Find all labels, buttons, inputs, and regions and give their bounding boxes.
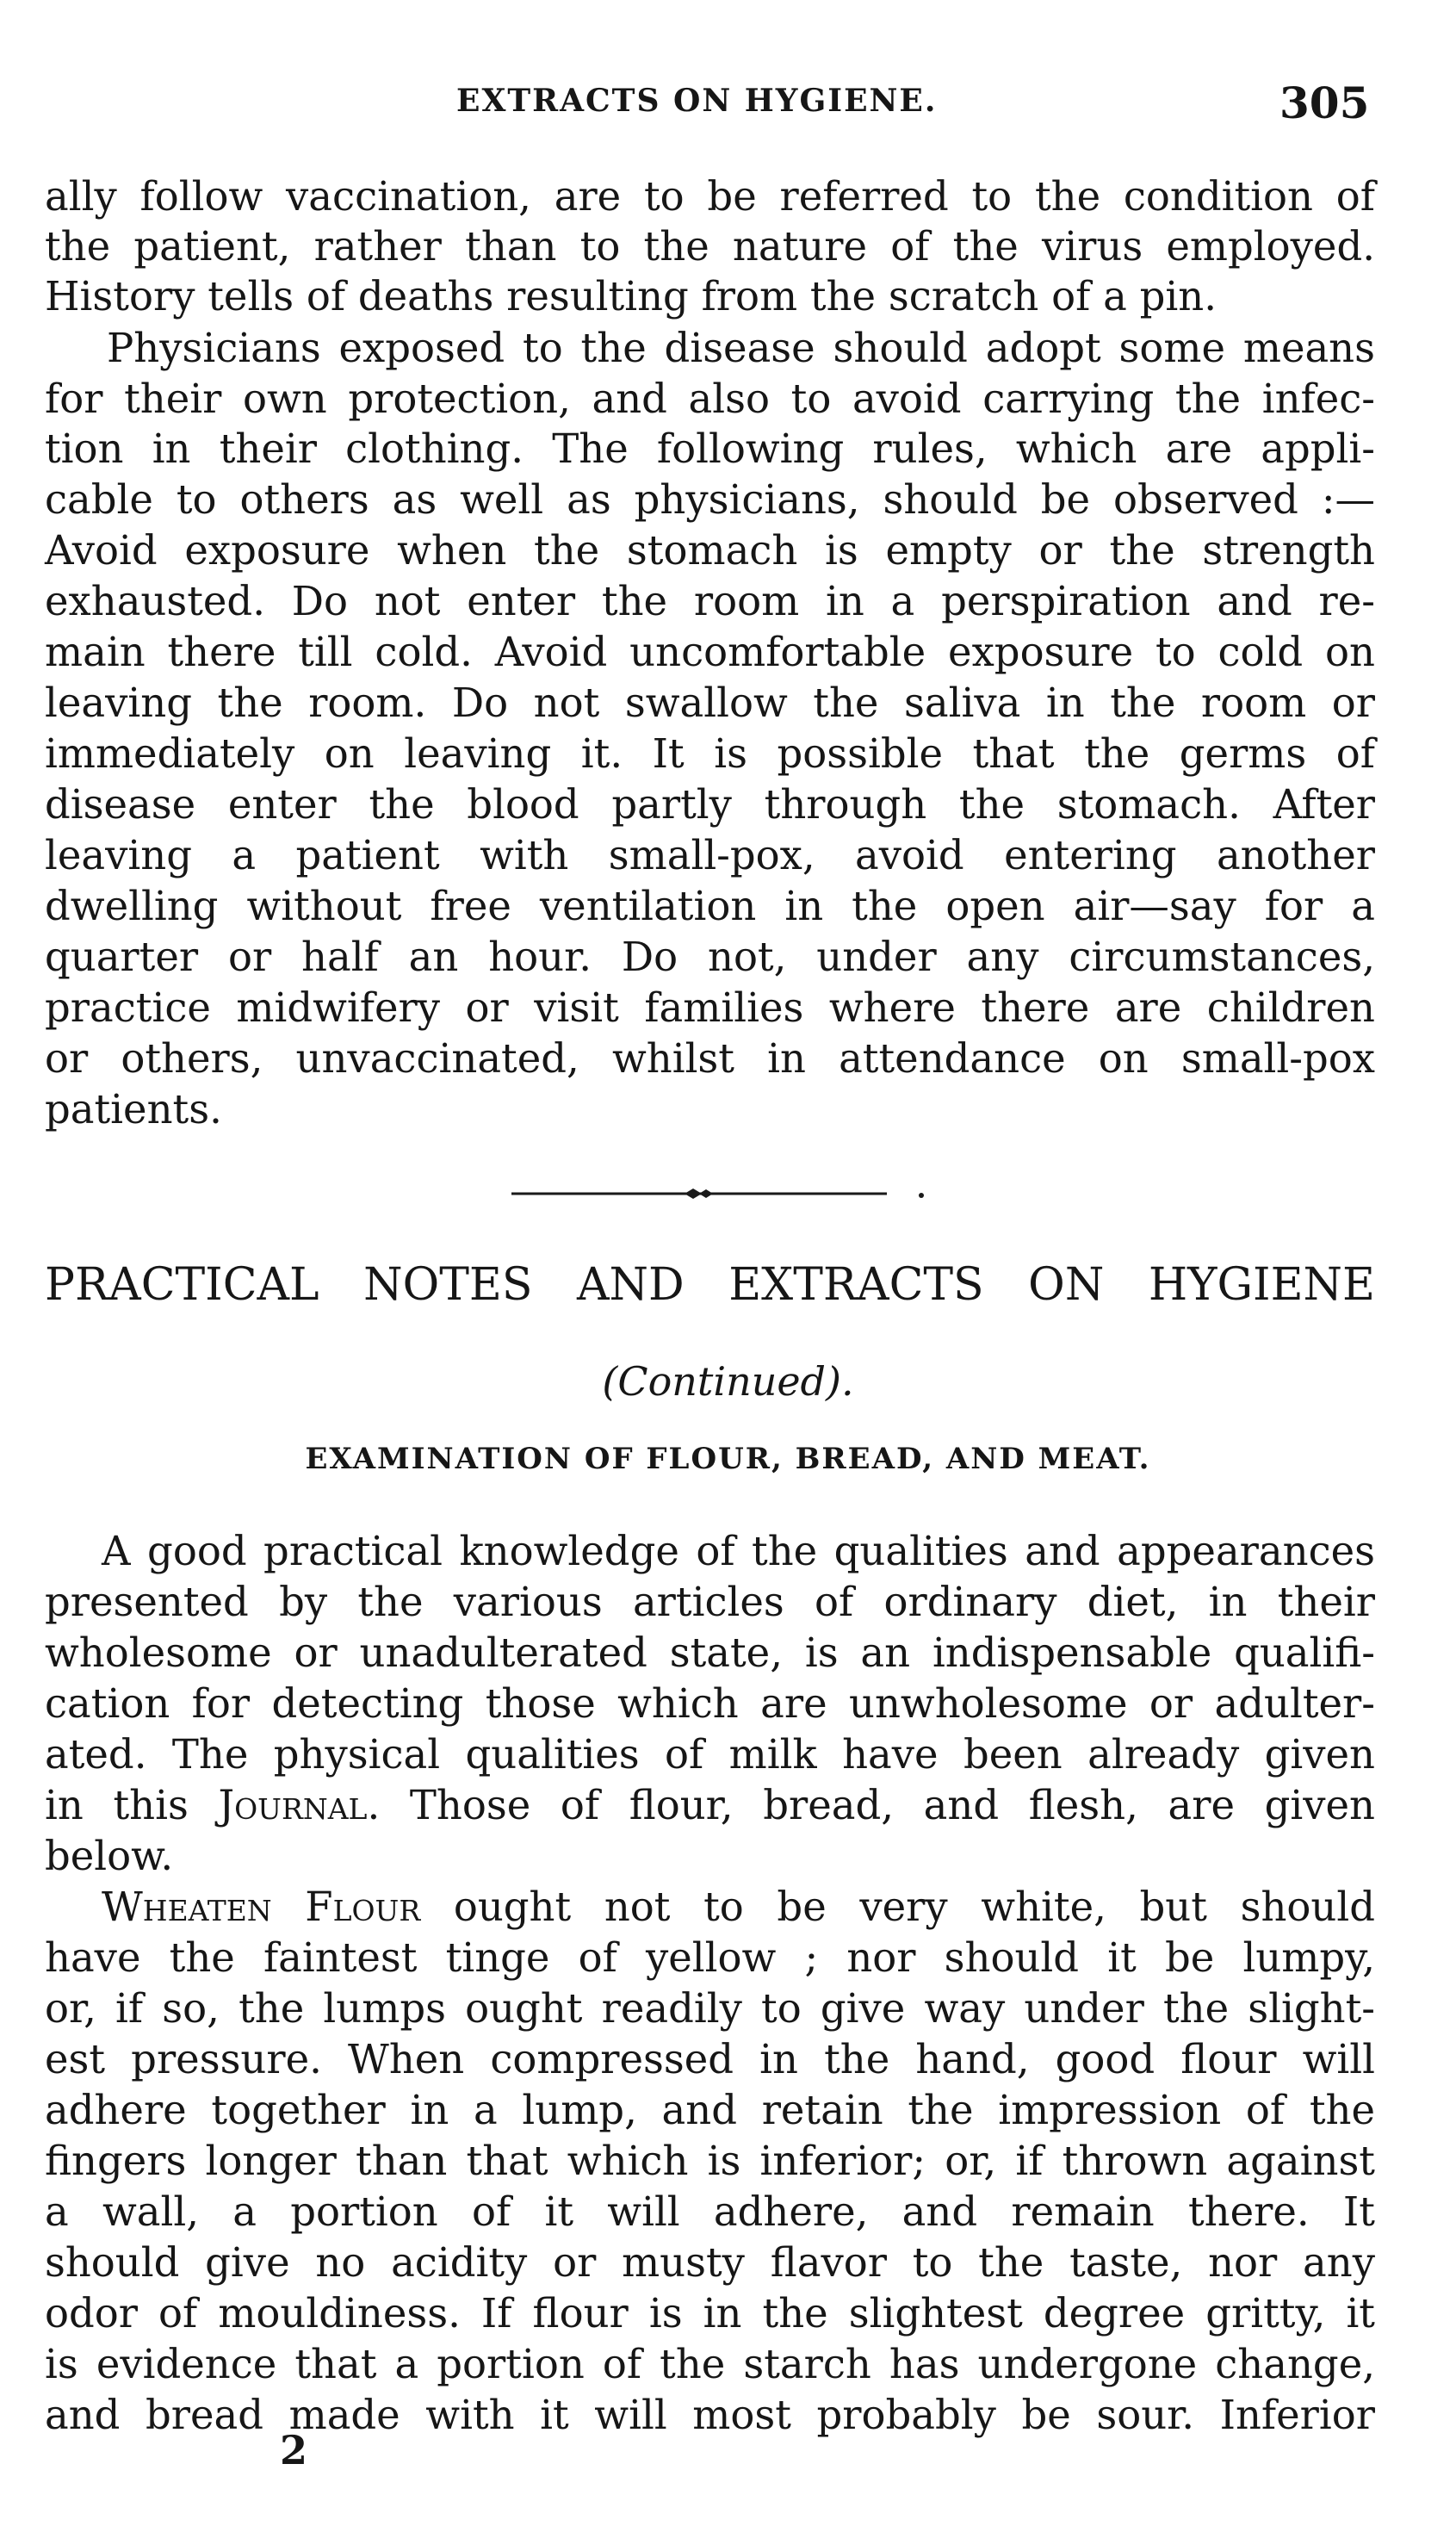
body-line: below. — [45, 1833, 174, 1879]
body-line: ally follow vaccination, are to be referred to the condition of — [45, 173, 1375, 220]
body-line: odor of mouldiness. If flour is in the slightest degree gritty, it — [45, 2290, 1375, 2337]
section-divider — [508, 1185, 939, 1202]
body-line: cable to others as well as physicians, should be observed :— — [45, 476, 1375, 523]
body-line: a wall, a portion of it will adhere, and remain there. It — [45, 2188, 1375, 2235]
body-line: should give no acidity or musty flavor to the taste, nor any — [45, 2239, 1375, 2286]
body-line: or, if so, the lumps ought readily to give way under the slight- — [45, 1985, 1375, 2032]
body-line: or others, unvaccinated, whilst in attendance on small-pox — [45, 1035, 1375, 1082]
section-continued: (Continued). — [602, 1358, 854, 1405]
body-line: A good practical knowledge of the qualities and appearances — [102, 1528, 1375, 1574]
body-line: wholesome or unadulterated state, is an indispensable qualifi- — [45, 1629, 1375, 1676]
body-line: leaving a patient with small-pox, avoid entering another — [45, 832, 1375, 878]
body-line: dwelling without free ventilation in the open air—say for a — [45, 883, 1375, 929]
body-line: adhere together in a lump, and retain the impression of the — [45, 2087, 1375, 2133]
body-line: for their own protection, and also to avoid carrying the infec- — [45, 375, 1375, 422]
body-line: leaving the room. Do not swallow the saliva in the room or — [45, 680, 1375, 726]
body-text-fragment: . Those of flour, bread, and flesh, are given — [367, 1782, 1375, 1828]
body-line: and bread made with it will most probably be sour. Inferior — [45, 2392, 1375, 2438]
body-text-fragment: in this — [45, 1782, 219, 1828]
running-head — [0, 78, 1456, 134]
body-line: exhausted. Do not enter the room in a perspiration and re- — [45, 578, 1375, 624]
body-line: Physicians exposed to the disease should adopt some means — [107, 325, 1375, 371]
body-line: fingers longer than that which is inferior; or, if thrown against — [45, 2138, 1375, 2184]
body-line: tion in their clothing. The following rules, which are appli- — [45, 425, 1375, 472]
body-line: is evidence that a portion of the starch has undergone change, — [45, 2341, 1375, 2387]
wheaten-flour-term: Wheaten Flour — [102, 1884, 421, 1930]
body-line: cation for detecting those which are unwholesome or adulter- — [45, 1680, 1375, 1727]
running-title: EXTRACTS ON HYGIENE. — [456, 83, 938, 119]
signature-mark: 2 — [280, 2427, 308, 2473]
body-line: immediately on leaving it. It is possible that the germs of — [45, 730, 1375, 777]
section-title: PRACTICAL NOTES AND EXTRACTS ON HYGIENE — [45, 1259, 1375, 1311]
body-line — [45, 1780, 1375, 1830]
body-line: History tells of deaths resulting from the scratch of a pin. — [45, 273, 1217, 320]
body-line: disease enter the blood partly through the stomach. After — [45, 781, 1375, 828]
body-line: the patient, rather than to the nature of the virus employed. — [45, 223, 1375, 270]
body-line: est pressure. When compressed in the hand, good flour will — [45, 2036, 1375, 2082]
body-line: patients. — [45, 1086, 222, 1133]
journal-term: Journal — [218, 1782, 368, 1828]
body-line: quarter or half an hour. Do not, under any circumstances, — [45, 934, 1375, 980]
body-line: practice midwifery or visit families where there are children — [45, 984, 1375, 1031]
page-number: 305 — [1279, 78, 1370, 128]
body-line — [102, 1882, 1375, 1932]
body-line: presented by the various articles of ordinary diet, in their — [45, 1579, 1375, 1625]
body-line: ated. The physical qualities of milk have been already given — [45, 1731, 1375, 1778]
body-text-fragment: ought not to be very white, but should — [420, 1884, 1375, 1930]
body-line: main there till cold. Avoid uncomfortable exposure to cold on — [45, 629, 1375, 675]
body-line: Avoid exposure when the stomach is empty or the strength — [45, 527, 1375, 574]
body-line: have the faintest tinge of yellow ; nor should it be lumpy, — [45, 1934, 1375, 1981]
section-subtitle: EXAMINATION OF FLOUR, BREAD, AND MEAT. — [305, 1442, 1151, 1476]
